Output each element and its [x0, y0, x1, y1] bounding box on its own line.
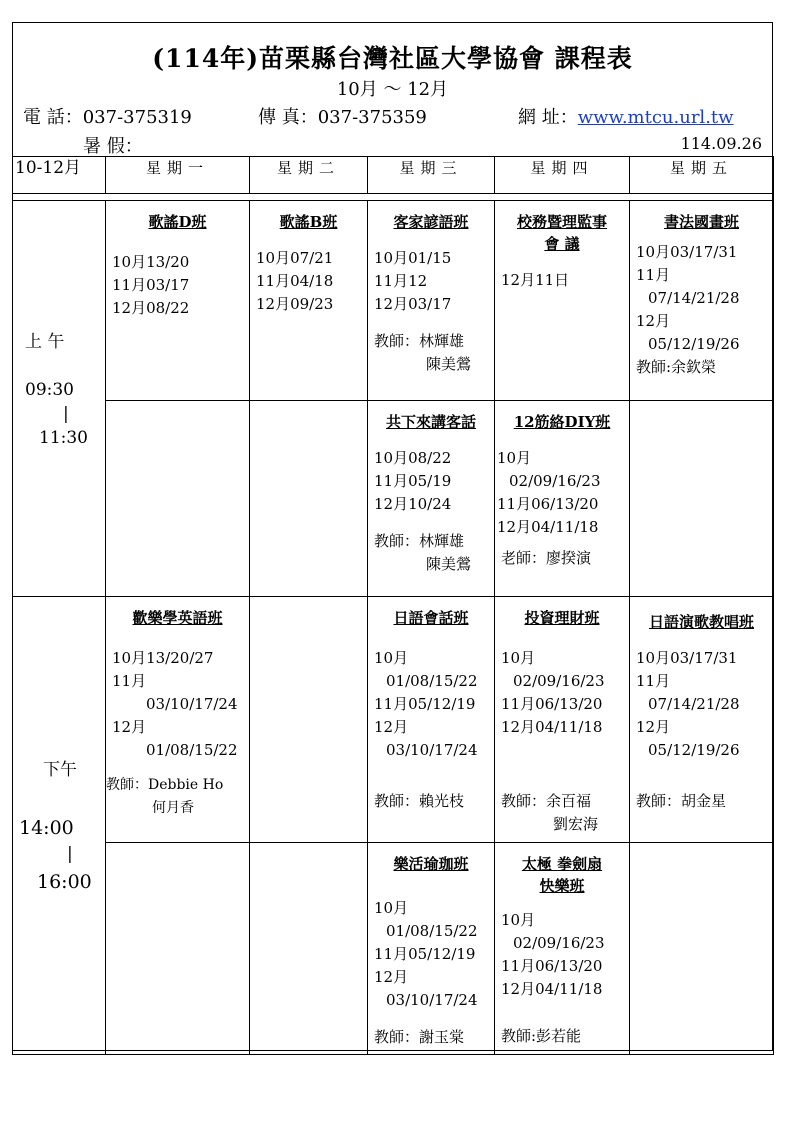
- pm-time-cell: [13, 597, 106, 1055]
- date-line: 03/10/17/24: [386, 741, 478, 759]
- cell-am2-mon: [106, 401, 250, 597]
- col-header-fri: 星期五: [630, 157, 774, 194]
- date-line: 10月01/15: [374, 249, 452, 267]
- class-name: 樂活瑜珈班: [393, 855, 469, 873]
- am-start: 09:30: [25, 380, 74, 400]
- date-line: 01/08/15/22: [146, 741, 238, 759]
- teacher: 教師：賴光枝: [374, 792, 465, 810]
- date-line: 11月06/13/20: [501, 957, 603, 975]
- date-line: 11月04/18: [256, 272, 334, 290]
- date-line: 11月05/12/19: [374, 945, 476, 963]
- am-row-1: [13, 201, 774, 401]
- date-line: 10月08/22: [374, 449, 452, 467]
- date-line: 12月04/11/18: [497, 518, 599, 536]
- date-line: 10月: [374, 899, 409, 917]
- cell-pm-fri: [630, 597, 774, 843]
- teacher: 教師：謝玉棠: [374, 1028, 465, 1046]
- date-line: 05/12/19/26: [648, 741, 740, 759]
- date-line: 12月04/11/18: [501, 980, 603, 998]
- date-line: 12月: [636, 718, 671, 736]
- date-line: 11月: [636, 672, 671, 690]
- cell-am2-tue: [250, 401, 368, 597]
- date-line: 10月03/17/31: [636, 243, 738, 261]
- class-name: 校務暨理監事: [516, 213, 607, 231]
- teacher: 教師：胡金星: [636, 792, 727, 810]
- date-line: 05/12/19/26: [648, 335, 740, 353]
- class-name-2: 快樂班: [539, 877, 585, 895]
- date-line: 12月08/22: [112, 299, 190, 317]
- cell-am-mon: [106, 201, 250, 401]
- date-line: 07/14/21/28: [648, 695, 740, 713]
- page-subtitle: 10月 ～ 12月: [336, 79, 449, 100]
- cell-am-tue: [250, 201, 368, 401]
- class-name: 歌謠B班: [279, 213, 338, 231]
- date-line: 10月: [497, 449, 532, 467]
- teacher: 教師:余欽榮: [636, 358, 717, 376]
- class-name: 書法國畫班: [663, 213, 739, 231]
- date-line: 11月: [112, 672, 147, 690]
- date-line: 10月13/20: [112, 253, 190, 271]
- date-line: 12月04/11/18: [501, 718, 603, 736]
- date-line: 12月: [374, 968, 409, 986]
- col-header-tue: 星期二: [250, 157, 368, 194]
- date-line: 11月06/13/20: [497, 495, 599, 513]
- pm-row-1: [13, 597, 774, 843]
- date-line: 10月: [501, 911, 536, 929]
- class-name: 日語會話班: [393, 609, 469, 627]
- cell-am2-thu: [495, 401, 630, 597]
- website: [518, 103, 734, 129]
- pm-end: 16:00: [37, 871, 92, 893]
- cell-am2-fri: [630, 401, 774, 597]
- date-line: 12月10/24: [374, 495, 452, 513]
- cell-am-thu: [495, 201, 630, 401]
- cell-am2-wed: [368, 401, 495, 597]
- class-name: 歡樂學英語班: [132, 609, 223, 627]
- pm-start: 14:00: [19, 817, 74, 839]
- pm-row-2: [13, 843, 774, 1055]
- schedule-table: [12, 156, 774, 1055]
- teacher-2: 陳美鶯: [426, 555, 472, 573]
- teacher-2: 陳美鶯: [426, 355, 472, 373]
- cell-pm-tue: [250, 597, 368, 843]
- class-name: 12筋絡DIY班: [513, 413, 611, 431]
- page-title: (114年)苗栗縣台灣社區大學協會 課程表: [152, 44, 633, 73]
- col-header-thu: 星期四: [495, 157, 630, 194]
- date-line: 11月03/17: [112, 276, 190, 294]
- date-line: 07/14/21/28: [648, 289, 740, 307]
- date-line: 12月: [112, 718, 147, 736]
- website-label: 網 址：: [518, 107, 578, 128]
- teacher-2: 何月香: [152, 800, 194, 816]
- teacher: 老師：廖揆演: [501, 549, 592, 567]
- date-line: 11月: [636, 266, 671, 284]
- teacher: 教師：林輝雄: [374, 532, 465, 550]
- summer-label: 暑 假：: [83, 136, 143, 157]
- date-line: 12月: [374, 718, 409, 736]
- issue-date: 114.09.26: [680, 134, 762, 153]
- date-line: 02/09/16/23: [509, 472, 601, 490]
- cell-am-wed: [368, 201, 495, 401]
- date-line: 10月07/21: [256, 249, 334, 267]
- date-line: 10月: [374, 649, 409, 667]
- cell-pm-mon: [106, 597, 250, 843]
- am-label: 上 午: [25, 332, 65, 352]
- class-name: 歌謠D班: [148, 213, 207, 231]
- phone-number: 電 話：037-375319: [23, 107, 192, 128]
- date-line: 03/10/17/24: [386, 991, 478, 1009]
- date-line: 11月06/13/20: [501, 695, 603, 713]
- cell-pm2-wed: [368, 843, 495, 1055]
- date-line: 11月12: [374, 272, 428, 290]
- date-line: 01/08/15/22: [386, 922, 478, 940]
- teacher: 教師：林輝雄: [374, 332, 465, 350]
- cell-pm-thu: [495, 597, 630, 843]
- cell-pm2-fri: [630, 843, 774, 1055]
- am-end: 11:30: [39, 428, 88, 448]
- teacher-2: 劉宏海: [553, 815, 599, 833]
- date-line: 12月11日: [501, 271, 570, 289]
- date-line: 10月13/20/27: [112, 649, 214, 667]
- header-row: [13, 157, 774, 194]
- class-name: 太極 拳劍扇: [521, 855, 603, 873]
- pm-sep: |: [67, 844, 73, 864]
- cell-pm2-mon: [106, 843, 250, 1055]
- cell-pm-wed: [368, 597, 495, 843]
- class-name: 共下來講客話: [385, 413, 476, 431]
- teacher: 教師：Debbie Ho: [106, 777, 224, 793]
- date-line: 11月05/19: [374, 472, 452, 490]
- class-name: 日語演歌教唱班: [648, 613, 754, 631]
- date-line: 10月: [501, 649, 536, 667]
- date-line: 12月09/23: [256, 295, 334, 313]
- date-line: 11月05/12/19: [374, 695, 476, 713]
- class-name-2: 會 議: [544, 235, 580, 253]
- col-header-wed: 星期三: [368, 157, 495, 194]
- date-line: 10月03/17/31: [636, 649, 738, 667]
- teacher: 教師:彭若能: [501, 1027, 582, 1045]
- am-sep: |: [63, 404, 69, 424]
- date-line: 01/08/15/22: [386, 672, 478, 690]
- class-name: 投資理財班: [524, 609, 600, 627]
- col-header-mon: 星期一: [106, 157, 250, 194]
- date-line: 02/09/16/23: [513, 934, 605, 952]
- website-link[interactable]: www.mtcu.url.tw: [577, 107, 734, 128]
- cell-pm2-thu: [495, 843, 630, 1055]
- fax-number: 傳 真：037-375359: [258, 107, 427, 128]
- date-line: 12月: [636, 312, 671, 330]
- class-name: 客家諺語班: [393, 213, 469, 231]
- cell-am-fri: [630, 201, 774, 401]
- date-line: 03/10/17/24: [146, 695, 238, 713]
- pm-label: 下午: [43, 760, 77, 780]
- col-header-range: 10-12月: [13, 157, 106, 194]
- am-time-cell: [13, 201, 106, 597]
- am-row-2: [13, 401, 774, 597]
- cell-pm2-tue: [250, 843, 368, 1055]
- teacher: 教師：余百福: [501, 792, 592, 810]
- schedule-frame: [12, 22, 773, 1051]
- date-line: 02/09/16/23: [513, 672, 605, 690]
- date-line: 12月03/17: [374, 295, 452, 313]
